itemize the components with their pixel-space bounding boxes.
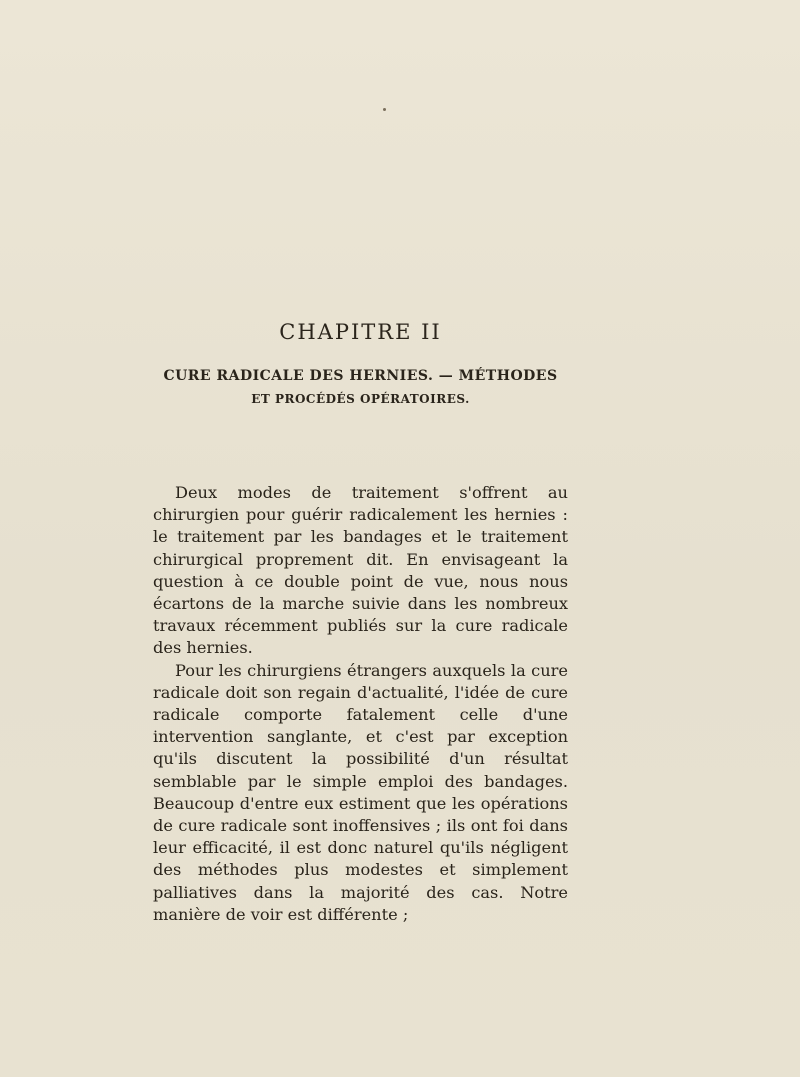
paragraph: Pour les chirurgiens étrangers auxquels la cure radicale doit son regain d'actualité, l'idée de cure radicale comporte fatalement celle d'une intervention sanglante, et c'est par exception qu'ils discutent la possibilité d'un résultat semblable par le simple emploi des bandages. Beaucoup d'entre eux estiment que les opérations de cure radicale sont inoffensives ; ils ont foi dans leur efficacité, il est donc naturel qu'ils négligent des méthodes plus modestes et simplement palliatives dans la majorité des cas. Notre manière de voir est différente ; xyxy=(153,660,568,924)
body-text xyxy=(153,482,568,926)
ink-dot xyxy=(383,108,386,111)
chapter-heading-line-1: CURE RADICALE DES HERNIES. — MÉTHODES xyxy=(163,368,558,384)
paragraph: Deux modes de traitement s'offrent au chirurgien pour guérir radicalement les hernies : le traitement par les bandages et le traitement chirurgical proprement dit. En envisageant la question à ce double point de vue, nous nous écartons de la marche suivie dans les nombreux travaux récemment publiés sur la cure radicale des hernies. xyxy=(153,483,568,658)
chapter-title: CHAPITRE II xyxy=(279,320,442,344)
chapter-heading-line-2: ET PROCÉDÉS OPÉRATOIRES. xyxy=(251,392,470,406)
